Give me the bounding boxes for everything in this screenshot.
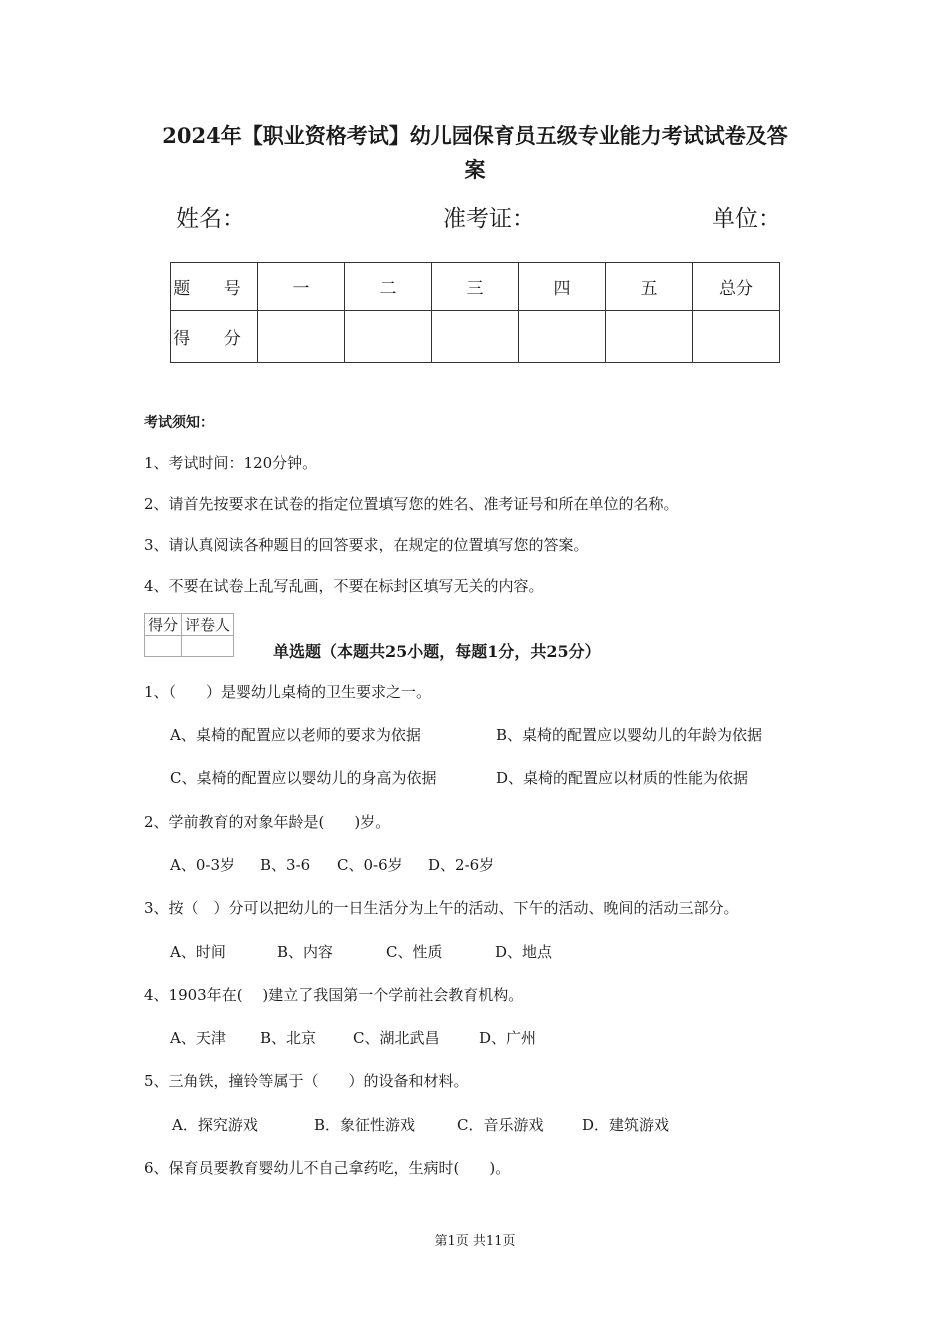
score-table-header-row bbox=[171, 263, 780, 311]
question-option: B、桌椅的配置应以婴幼儿的年龄为依据 bbox=[496, 726, 763, 744]
notes-heading: 考试须知： bbox=[144, 415, 214, 431]
name-field-label: 姓名： bbox=[176, 206, 245, 232]
question-option: D、2-6岁 bbox=[428, 856, 495, 874]
score-table-score-row bbox=[171, 311, 780, 363]
score-table-header-cell: 总分 bbox=[693, 263, 780, 311]
question-option: A、0-3岁 bbox=[170, 856, 235, 874]
grader-table bbox=[144, 613, 234, 657]
score-cell[interactable] bbox=[345, 311, 432, 363]
question-option: D、地点 bbox=[495, 943, 553, 961]
score-cell[interactable] bbox=[606, 311, 693, 363]
question-option: C．音乐游戏 bbox=[457, 1116, 544, 1134]
grader-name-cell[interactable] bbox=[182, 636, 234, 657]
exam-id-field-label: 准考证： bbox=[443, 206, 535, 232]
question-option: B．象征性游戏 bbox=[314, 1116, 416, 1134]
score-cell[interactable] bbox=[432, 311, 519, 363]
question-stem: 5、三角铁，撞铃等属于（ ）的设备和材料。 bbox=[144, 1072, 469, 1090]
exam-title-line-2: 案 bbox=[464, 157, 486, 182]
score-cell[interactable] bbox=[258, 311, 345, 363]
question-option: B、3-6 bbox=[260, 856, 311, 874]
page-number: 第1页 共11页 bbox=[434, 1234, 516, 1249]
question-option: B、内容 bbox=[277, 943, 334, 961]
note-item: 1、考试时间：120分钟。 bbox=[144, 454, 318, 472]
question-option: D．建筑游戏 bbox=[582, 1116, 670, 1134]
grader-score-cell[interactable] bbox=[145, 636, 182, 657]
score-table-header-cell: 题 号 bbox=[171, 263, 258, 311]
score-cell[interactable] bbox=[519, 311, 606, 363]
unit-field-label: 单位： bbox=[712, 206, 781, 232]
section-heading: 单选题（本题共25小题，每题1分，共25分） bbox=[273, 642, 601, 661]
question-stem: 1、（ ）是婴幼儿桌椅的卫生要求之一。 bbox=[144, 683, 432, 701]
question-stem: 6、保育员要教育婴幼儿不自己拿药吃，生病时( )。 bbox=[144, 1159, 511, 1177]
question-option: A．探究游戏 bbox=[172, 1116, 258, 1134]
score-table bbox=[170, 262, 780, 363]
question-stem: 3、按（ ）分可以把幼儿的一日生活分为上午的活动、下午的活动、晚间的活动三部分。 bbox=[144, 899, 739, 917]
question-option: A、时间 bbox=[170, 943, 226, 961]
question-option: D、广州 bbox=[479, 1029, 537, 1047]
score-table-header-cell: 五 bbox=[606, 263, 693, 311]
question-option: D、桌椅的配置应以材质的性能为依据 bbox=[496, 769, 749, 787]
score-table-header-cell: 四 bbox=[519, 263, 606, 311]
question-option: A、天津 bbox=[170, 1029, 226, 1047]
score-table-header-cell: 三 bbox=[432, 263, 519, 311]
question-option: B、北京 bbox=[260, 1029, 317, 1047]
note-item: 4、不要在试卷上乱写乱画，不要在标封区填写无关的内容。 bbox=[144, 577, 544, 595]
score-table-header-cell: 一 bbox=[258, 263, 345, 311]
note-item: 2、请首先按要求在试卷的指定位置填写您的姓名、准考证号和所在单位的名称。 bbox=[144, 495, 679, 513]
question-option: C、桌椅的配置应以婴幼儿的身高为依据 bbox=[170, 769, 437, 787]
grader-score-label: 得分 bbox=[145, 614, 182, 636]
question-stem: 2、学前教育的对象年龄是( )岁。 bbox=[144, 813, 391, 831]
score-row-label: 得 分 bbox=[171, 311, 258, 363]
score-cell[interactable] bbox=[693, 311, 780, 363]
question-option: C、湖北武昌 bbox=[353, 1029, 440, 1047]
question-option: C、0-6岁 bbox=[337, 856, 403, 874]
question-option: C、性质 bbox=[386, 943, 443, 961]
note-item: 3、请认真阅读各种题目的回答要求，在规定的位置填写您的答案。 bbox=[144, 536, 589, 554]
exam-title-line-1: 2024年【职业资格考试】幼儿园保育员五级专业能力考试试卷及答 bbox=[162, 123, 788, 148]
grader-name-label: 评卷人 bbox=[182, 614, 234, 636]
score-table-header-cell: 二 bbox=[345, 263, 432, 311]
question-stem: 4、1903年在( )建立了我国第一个学前社会教育机构。 bbox=[144, 986, 524, 1004]
question-option: A、桌椅的配置应以老师的要求为依据 bbox=[170, 726, 421, 744]
